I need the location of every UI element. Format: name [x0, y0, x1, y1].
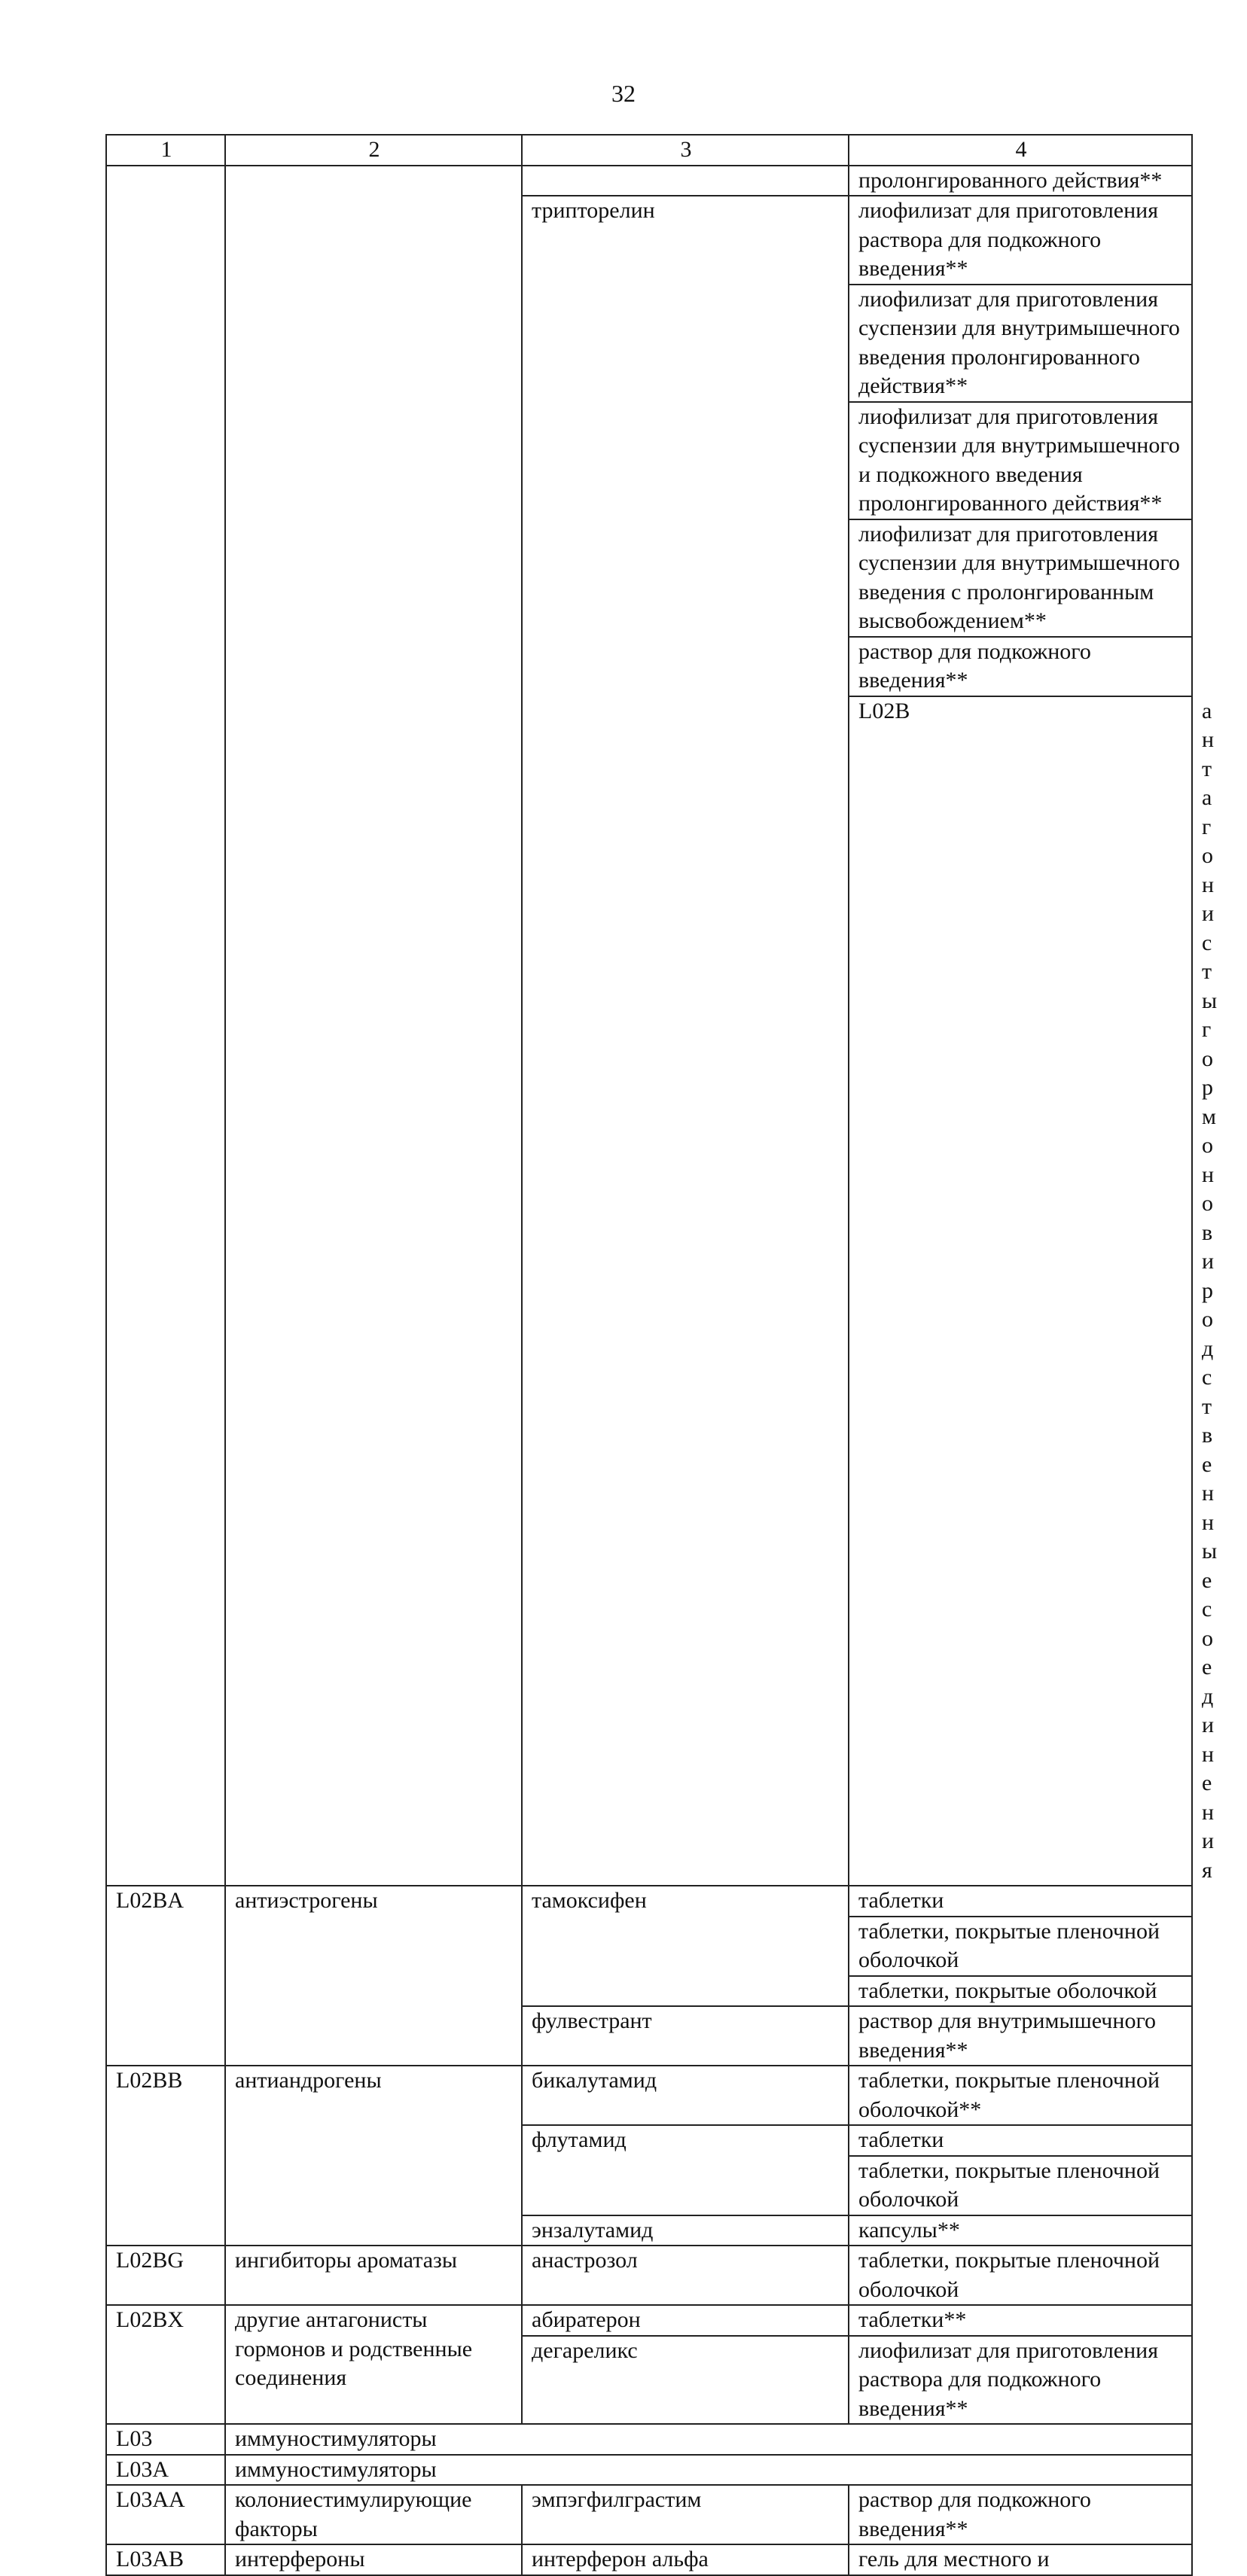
dosage-form: таблетки, покрытые пленочной оболочкой: [849, 2246, 1192, 2305]
group-name-cell: другие антагонисты гормонов и родственные соединения: [225, 2305, 522, 2424]
header-row: [106, 135, 1192, 166]
drug-name-cell: [522, 166, 849, 196]
drug-name-cell: абиратерон: [522, 2305, 849, 2336]
group-name-cell: колониестимулирующие факторы: [225, 2485, 522, 2544]
dosage-form: лиофилизат для приготовления суспензии для внутримышечного введения с пролонгированным высвобождением**: [849, 519, 1192, 637]
table-row: [106, 1886, 1192, 1917]
dosage-form: таблетки: [849, 2125, 1192, 2156]
atc-code-cell: L03A: [106, 2455, 225, 2486]
table-row: [106, 2544, 1192, 2575]
dosage-form: таблетки: [849, 1886, 1192, 1917]
dosage-form: лиофилизат для приготовления раствора для подкожного введения**: [849, 196, 1192, 285]
drug-name-cell: эмпэгфилграстим: [522, 2485, 849, 2544]
atc-code-cell: L02B: [849, 696, 1192, 1886]
atc-code-cell: L02BX: [106, 2305, 225, 2424]
dosage-form: гель для местного и: [849, 2544, 1192, 2575]
dosage-form: таблетки, покрытые оболочкой: [849, 1976, 1192, 2007]
dosage-form: капсулы**: [849, 2215, 1192, 2246]
page-number: 32: [611, 80, 636, 107]
header-col-3: 3: [522, 135, 849, 166]
group-name-cell: антиэстрогены: [225, 1886, 522, 2066]
atc-code-cell: L02BB: [106, 2066, 225, 2246]
dosage-form: пролонгированного действия**: [849, 166, 1192, 196]
drug-name-cell: фулвестрант: [522, 2006, 849, 2066]
table-row: [106, 2485, 1192, 2544]
drug-name-cell: дегареликс: [522, 2336, 849, 2425]
drug-name-cell: анастрозол: [522, 2246, 849, 2305]
table-row: [106, 2305, 1192, 2336]
drug-table: [105, 134, 1218, 2576]
table-row: [106, 2246, 1192, 2305]
group-name-cell: [225, 166, 522, 1886]
dosage-form: лиофилизат для приготовления раствора для подкожного введения**: [849, 2336, 1192, 2425]
dosage-form: таблетки**: [849, 2305, 1192, 2336]
table-row: [106, 2066, 1192, 2125]
dosage-form: раствор для внутримышечного введения**: [849, 2006, 1192, 2066]
drug-name-cell: интерферон альфа: [522, 2544, 849, 2575]
dosage-form: лиофилизат для приготовления суспензии для внутримышечного введения пролонгированного действия**: [849, 285, 1192, 402]
atc-code-cell: [106, 166, 225, 1886]
drug-name-cell: трипторелин: [522, 196, 849, 1886]
dosage-form: лиофилизат для приготовления суспензии для внутримышечного и подкожного введения пролонгированного действия**: [849, 402, 1192, 519]
section-row: L02B антагонисты гормонов и родственные соединения: [106, 696, 1192, 1886]
group-name-cell: интерфероны: [225, 2544, 522, 2575]
group-name-cell: антиандрогены: [225, 2066, 522, 2246]
dosage-form: таблетки, покрытые пленочной оболочкой: [849, 1917, 1192, 1976]
drug-name-cell: энзалутамид: [522, 2215, 849, 2246]
section-name-cell: иммуностимуляторы: [225, 2455, 1192, 2486]
atc-code-cell: L03AA: [106, 2485, 225, 2544]
dosage-form: раствор для подкожного введения**: [849, 637, 1192, 696]
dosage-form: таблетки, покрытые пленочной оболочкой: [849, 2156, 1192, 2215]
group-name-cell: ингибиторы ароматазы: [225, 2246, 522, 2305]
table-row: [106, 166, 1192, 196]
header-col-2: 2: [225, 135, 522, 166]
drug-name-cell: флутамид: [522, 2125, 849, 2215]
section-name-cell: иммуностимуляторы: [225, 2424, 1192, 2455]
section-row: [106, 2455, 1192, 2486]
header-col-4: 4: [849, 135, 1192, 166]
drug-name-cell: бикалутамид: [522, 2066, 849, 2125]
atc-code-cell: L02BA: [106, 1886, 225, 2066]
dosage-form: таблетки, покрытые пленочной оболочкой**: [849, 2066, 1192, 2125]
section-row: [106, 2424, 1192, 2455]
drug-name-cell: тамоксифен: [522, 1886, 849, 2006]
header-col-1: 1: [106, 135, 225, 166]
atc-code-cell: L03: [106, 2424, 225, 2455]
atc-code-cell: L03AB: [106, 2544, 225, 2575]
dosage-form: раствор для подкожного введения**: [849, 2485, 1192, 2544]
atc-code-cell: L02BG: [106, 2246, 225, 2305]
